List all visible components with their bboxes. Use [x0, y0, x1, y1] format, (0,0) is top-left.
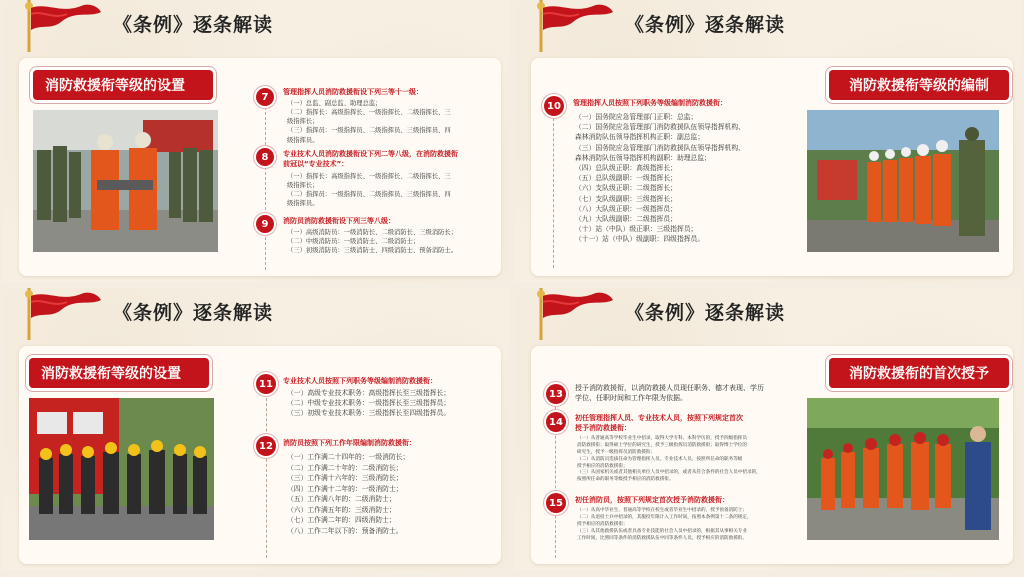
- section-list: （一）国务院应急管理部门正职：总监； （二）国务院应急管理部门消防救援队伍领导指挥机构、 森林消防队伍领导指挥机构正职：副总监； （三）国务院应急管理部门消防救援队伍领导指挥机构、 森林消防队伍领导指挥机构副职：助理总监； （四）总队级正职：高级指挥长； （五）总队级副职：一级指挥长； （六）支队级正职：二级指挥长； （七）支队级副职：三级指挥长； （八）大队级正职：一级指挥员； （九）大队级副职：二级指挥员； （十）站（中队）级正职：三级指挥员； （十一）站（中队）级副职：四级指挥员。: [575, 113, 745, 244]
- section-list: （一）从高中毕业生、普通高等学校在校生或者毕业生中招录的，授予预备消防士； （二）从退役士兵中招录的，其服役年限计入工作时间，按照本条例第十二条的规定， 授予相应的消防救援衔； （三）从其他救援队伍或者具备专业技能的社会人员中招录的，根据其从事相关专业 工作时间，比照同等条件的消防救援队伍中同等条件人员，授予相应的消防救援衔。: [577, 508, 752, 541]
- item-number: 11: [256, 374, 276, 394]
- section-banner: 消防救援衔等级的设置: [29, 358, 209, 388]
- slide-3: [3, 288, 509, 570]
- intro-paragraph: 授予消防救援衔，以消防救援人员现任职务、德才表现、学历 学位、任职时间和工作年限为依据。: [575, 384, 764, 402]
- slide-title: 《条例》逐条解读: [113, 302, 274, 324]
- section-banner: 消防救援衔等级的设置: [33, 70, 213, 100]
- firefighters-photo: [29, 398, 214, 540]
- item-number: 15: [546, 493, 566, 513]
- section-heading: 初任管理指挥人员、专业技术人员，按照下列规定首次 授予消防救援衔：: [575, 414, 743, 432]
- item-number: 14: [546, 412, 566, 432]
- section-heading: 专业技术人员按照下列职务等级编制消防救援衔：: [283, 377, 437, 385]
- section-heading: 专业技术人员消防救援衔设下列二等八级，在消防救援衔 前冠以“专业技术”：: [283, 150, 458, 168]
- slide-1: [3, 0, 509, 282]
- timeline-line: [265, 92, 266, 270]
- section-heading: 消防员按照下列工作年限编制消防救援衔：: [283, 439, 416, 447]
- item-number: 8: [256, 148, 274, 166]
- red-flag-torch-icon: [523, 288, 613, 340]
- timeline-line: [553, 108, 554, 268]
- firefighters-photo: [33, 110, 218, 252]
- section-list: （一）工作满二十四年的：一级消防长； （二）工作满二十年的：二级消防长； （三）工作满十六年的：三级消防长； （四）工作满十二年的：一级消防士； （五）工作满八年的：二级消防士； （六）工作满五年的：三级消防士； （七）工作满二年的：四级消防士； （八）工作二年以下的：预备消防士。: [287, 453, 410, 535]
- section-list: （一）高级消防员：一级消防长、二级消防长、三级消防长； （二）中级消防员：一级消防士、二级消防士； （三）初级消防员：三级消防士、四级消防士、预备消防士。: [287, 229, 458, 255]
- section-list: （一）指挥长：高级指挥长、一级指挥长、二级指挥长、三 级指挥长； （二）指挥员：一级指挥员、二级指挥员、三级指挥员、四 级指挥员。: [287, 173, 451, 208]
- red-flag-torch-icon: [11, 0, 101, 52]
- section-banner: 消防救援衔等级的编制: [829, 70, 1009, 100]
- slide-title: 《条例》逐条解读: [113, 14, 274, 36]
- slide-2: [515, 0, 1021, 282]
- red-flag-torch-icon: [523, 0, 613, 52]
- section-list: （一）高级专业技术职务：高级指挥长至三级指挥长； （二）中级专业技术职务：一级指挥长至三级指挥员； （三）初级专业技术职务：三级指挥长至四级指挥员。: [287, 389, 451, 417]
- item-number: 9: [256, 215, 274, 233]
- slide-4: [515, 288, 1021, 570]
- timeline-line: [266, 388, 267, 558]
- section-heading: 初任消防员，按照下列规定首次授予消防救援衔：: [575, 496, 729, 504]
- section-list: （一）从普通高等学校毕业生中招录，取得大学专科、本科学历的，授予四级指挥员 消防救援衔；取得硕士学位的研究生，授予三级指挥员消防救援衔；取得博士学位的 研究生，授予一级指挥员消防救援衔； （二）从消防员选拔任命为管理指挥人员、专业技术人员，按照所任命的职务等级 授予相应的消防救援衔； （三）从国家机关或者其他相关单位人员中招录的，或者从符合条件的社会人员中招录的， 按照所任命的职务等级授予相应的消防救援衔。: [577, 436, 761, 483]
- slide-title: 《条例》逐条解读: [625, 302, 786, 324]
- slide-title: 《条例》逐条解读: [625, 14, 786, 36]
- section-heading: 消防员消防救援衔设下列三等八级：: [283, 217, 395, 225]
- item-number: 13: [546, 384, 566, 404]
- section-banner: 消防救援衔的首次授予: [829, 358, 1009, 388]
- section-list: （一）总监、副总监、助理总监； （二）指挥长：高级指挥长、一级指挥长、二级指挥长、三 级指挥长； （三）指挥员：一级指挥员、二级指挥员、三级指挥员、四 级指挥员。: [287, 100, 451, 144]
- section-heading: 管理指挥人员按照下列职务等级编制消防救援衔：: [573, 99, 727, 107]
- item-number: 12: [256, 436, 276, 456]
- red-flag-torch-icon: [11, 288, 101, 340]
- item-number: 10: [544, 96, 564, 116]
- firefighters-photo: [807, 398, 999, 540]
- item-number: 7: [256, 88, 274, 106]
- firefighters-photo: [807, 110, 999, 252]
- section-heading: 管理指挥人员消防救援衔设下列三等十一级：: [283, 88, 423, 96]
